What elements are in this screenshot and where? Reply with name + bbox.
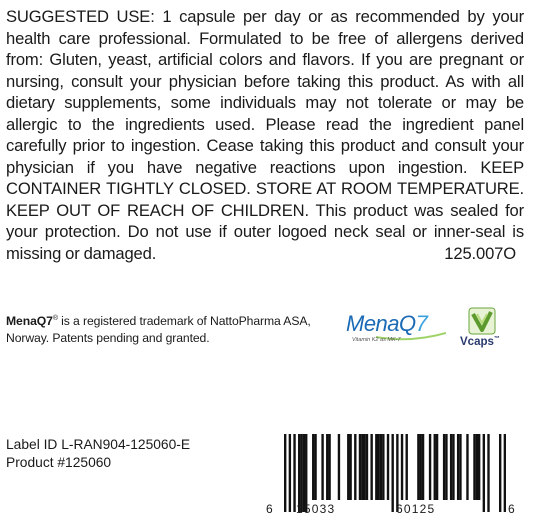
upc-barcode <box>264 434 530 518</box>
barcode-bar <box>391 434 393 512</box>
barcode-bar <box>347 434 349 500</box>
barcode-bar <box>422 434 424 500</box>
registered-mark: ® <box>52 315 58 322</box>
menaq7-logo <box>346 309 446 347</box>
menaq7-seven: 7 <box>415 311 428 336</box>
barcode-bar <box>406 434 408 500</box>
barcode-bar <box>429 434 431 500</box>
trademark-brand: MenaQ7 <box>6 314 53 328</box>
barcode-bar <box>434 434 436 500</box>
barcode-bar <box>420 434 422 500</box>
barcode-bar <box>436 434 438 500</box>
barcode-bar <box>363 434 365 500</box>
product-number: Product #125060 <box>6 455 112 470</box>
barcode-bar <box>387 434 389 500</box>
barcode-group-2: 60125 <box>396 502 436 516</box>
barcode-bar <box>321 434 323 500</box>
barcode-bar <box>312 434 314 500</box>
barcode-bar <box>300 434 302 512</box>
barcode-bar <box>443 434 445 500</box>
barcode-bar <box>478 434 480 500</box>
barcode-bar <box>487 434 489 512</box>
label-version-code: 125.007O <box>444 243 516 263</box>
barcode-bar <box>452 434 454 500</box>
directions-paragraph: SUGGESTED USE: 1 capsule per day or as recommended by your health care professional. Formulated to be free of allergens derived from: Gluten, yeast, artificial colors and flavors. If you are pregnant or nursing, consult your physician before taking this product. As with all dietary supplements, some individuals may not tolerate or may be allergic to the ingredients used. Please read the ingredient panel carefully prior to ingestion. Cease taking this product and consult your physician if you have negative reactions upon ingestion. KEEP CONTAINER TIGHTLY CLOSED. STORE AT ROOM TEMPERATURE. KEEP OUT OF REACH OF CHILDREN. This product was sealed for your protection. Do not use if outer logoed neck seal or inner-seal is missing or damaged. <box>6 7 524 263</box>
barcode-bar <box>354 434 356 500</box>
barcode-bar <box>328 434 330 500</box>
barcode-bar <box>370 434 372 500</box>
barcode-left-digit: 6 <box>266 502 273 516</box>
barcode-bar <box>293 434 295 512</box>
vcaps-capsule-icon <box>468 307 496 335</box>
barcode-bar <box>473 434 475 500</box>
barcode-bar <box>499 434 501 512</box>
barcode-bar <box>459 434 461 500</box>
barcode-bar <box>326 434 328 500</box>
menaq7-tagline: Vitamin K2 as MK-7 <box>352 337 401 343</box>
barcode-bar <box>366 434 368 500</box>
barcode-bar <box>298 434 300 512</box>
barcode-bar <box>380 434 382 500</box>
vcaps-wordmark <box>460 336 500 348</box>
barcode-bar <box>314 434 316 500</box>
barcode-bar <box>289 434 291 512</box>
barcode-bar <box>450 434 452 500</box>
label-id: Label ID L-RAN904-125060-E <box>6 437 191 452</box>
barcode-bar <box>382 434 384 500</box>
menaq7-word: MenaQ <box>346 311 416 336</box>
barcode-bar <box>375 434 377 500</box>
barcode-bar <box>504 434 506 512</box>
suggested-use-text <box>6 6 524 264</box>
barcode-bar <box>466 434 468 500</box>
barcode-group-1: 15033 <box>296 502 336 516</box>
barcode-bar <box>338 434 340 500</box>
vcaps-name: Vcaps <box>460 336 494 348</box>
barcode-bar <box>483 434 485 512</box>
barcode-bar <box>445 434 447 500</box>
barcode-bar <box>396 434 398 512</box>
barcode-bar <box>417 434 419 500</box>
barcode-bar <box>359 434 361 500</box>
barcode-bar <box>377 434 379 500</box>
barcode-bar <box>457 434 459 500</box>
barcode-right-digit: 6 <box>508 502 515 516</box>
barcode-bar <box>305 434 307 512</box>
barcode-bars <box>284 434 506 512</box>
vcaps-tm-mark: ™ <box>493 336 500 343</box>
barcode-bar <box>476 434 478 500</box>
barcode-bar <box>401 434 403 500</box>
trademark-text: is a registered trademark of NattoPharma ASA, Norway. Patents pending and granted. <box>6 314 311 345</box>
vcaps-logo <box>458 307 510 351</box>
trademark-notice <box>6 311 344 346</box>
label-info <box>6 436 190 472</box>
barcode-bar <box>361 434 363 500</box>
barcode-bar <box>349 434 351 500</box>
barcode-bar <box>303 434 305 512</box>
barcode-bar <box>284 434 286 512</box>
